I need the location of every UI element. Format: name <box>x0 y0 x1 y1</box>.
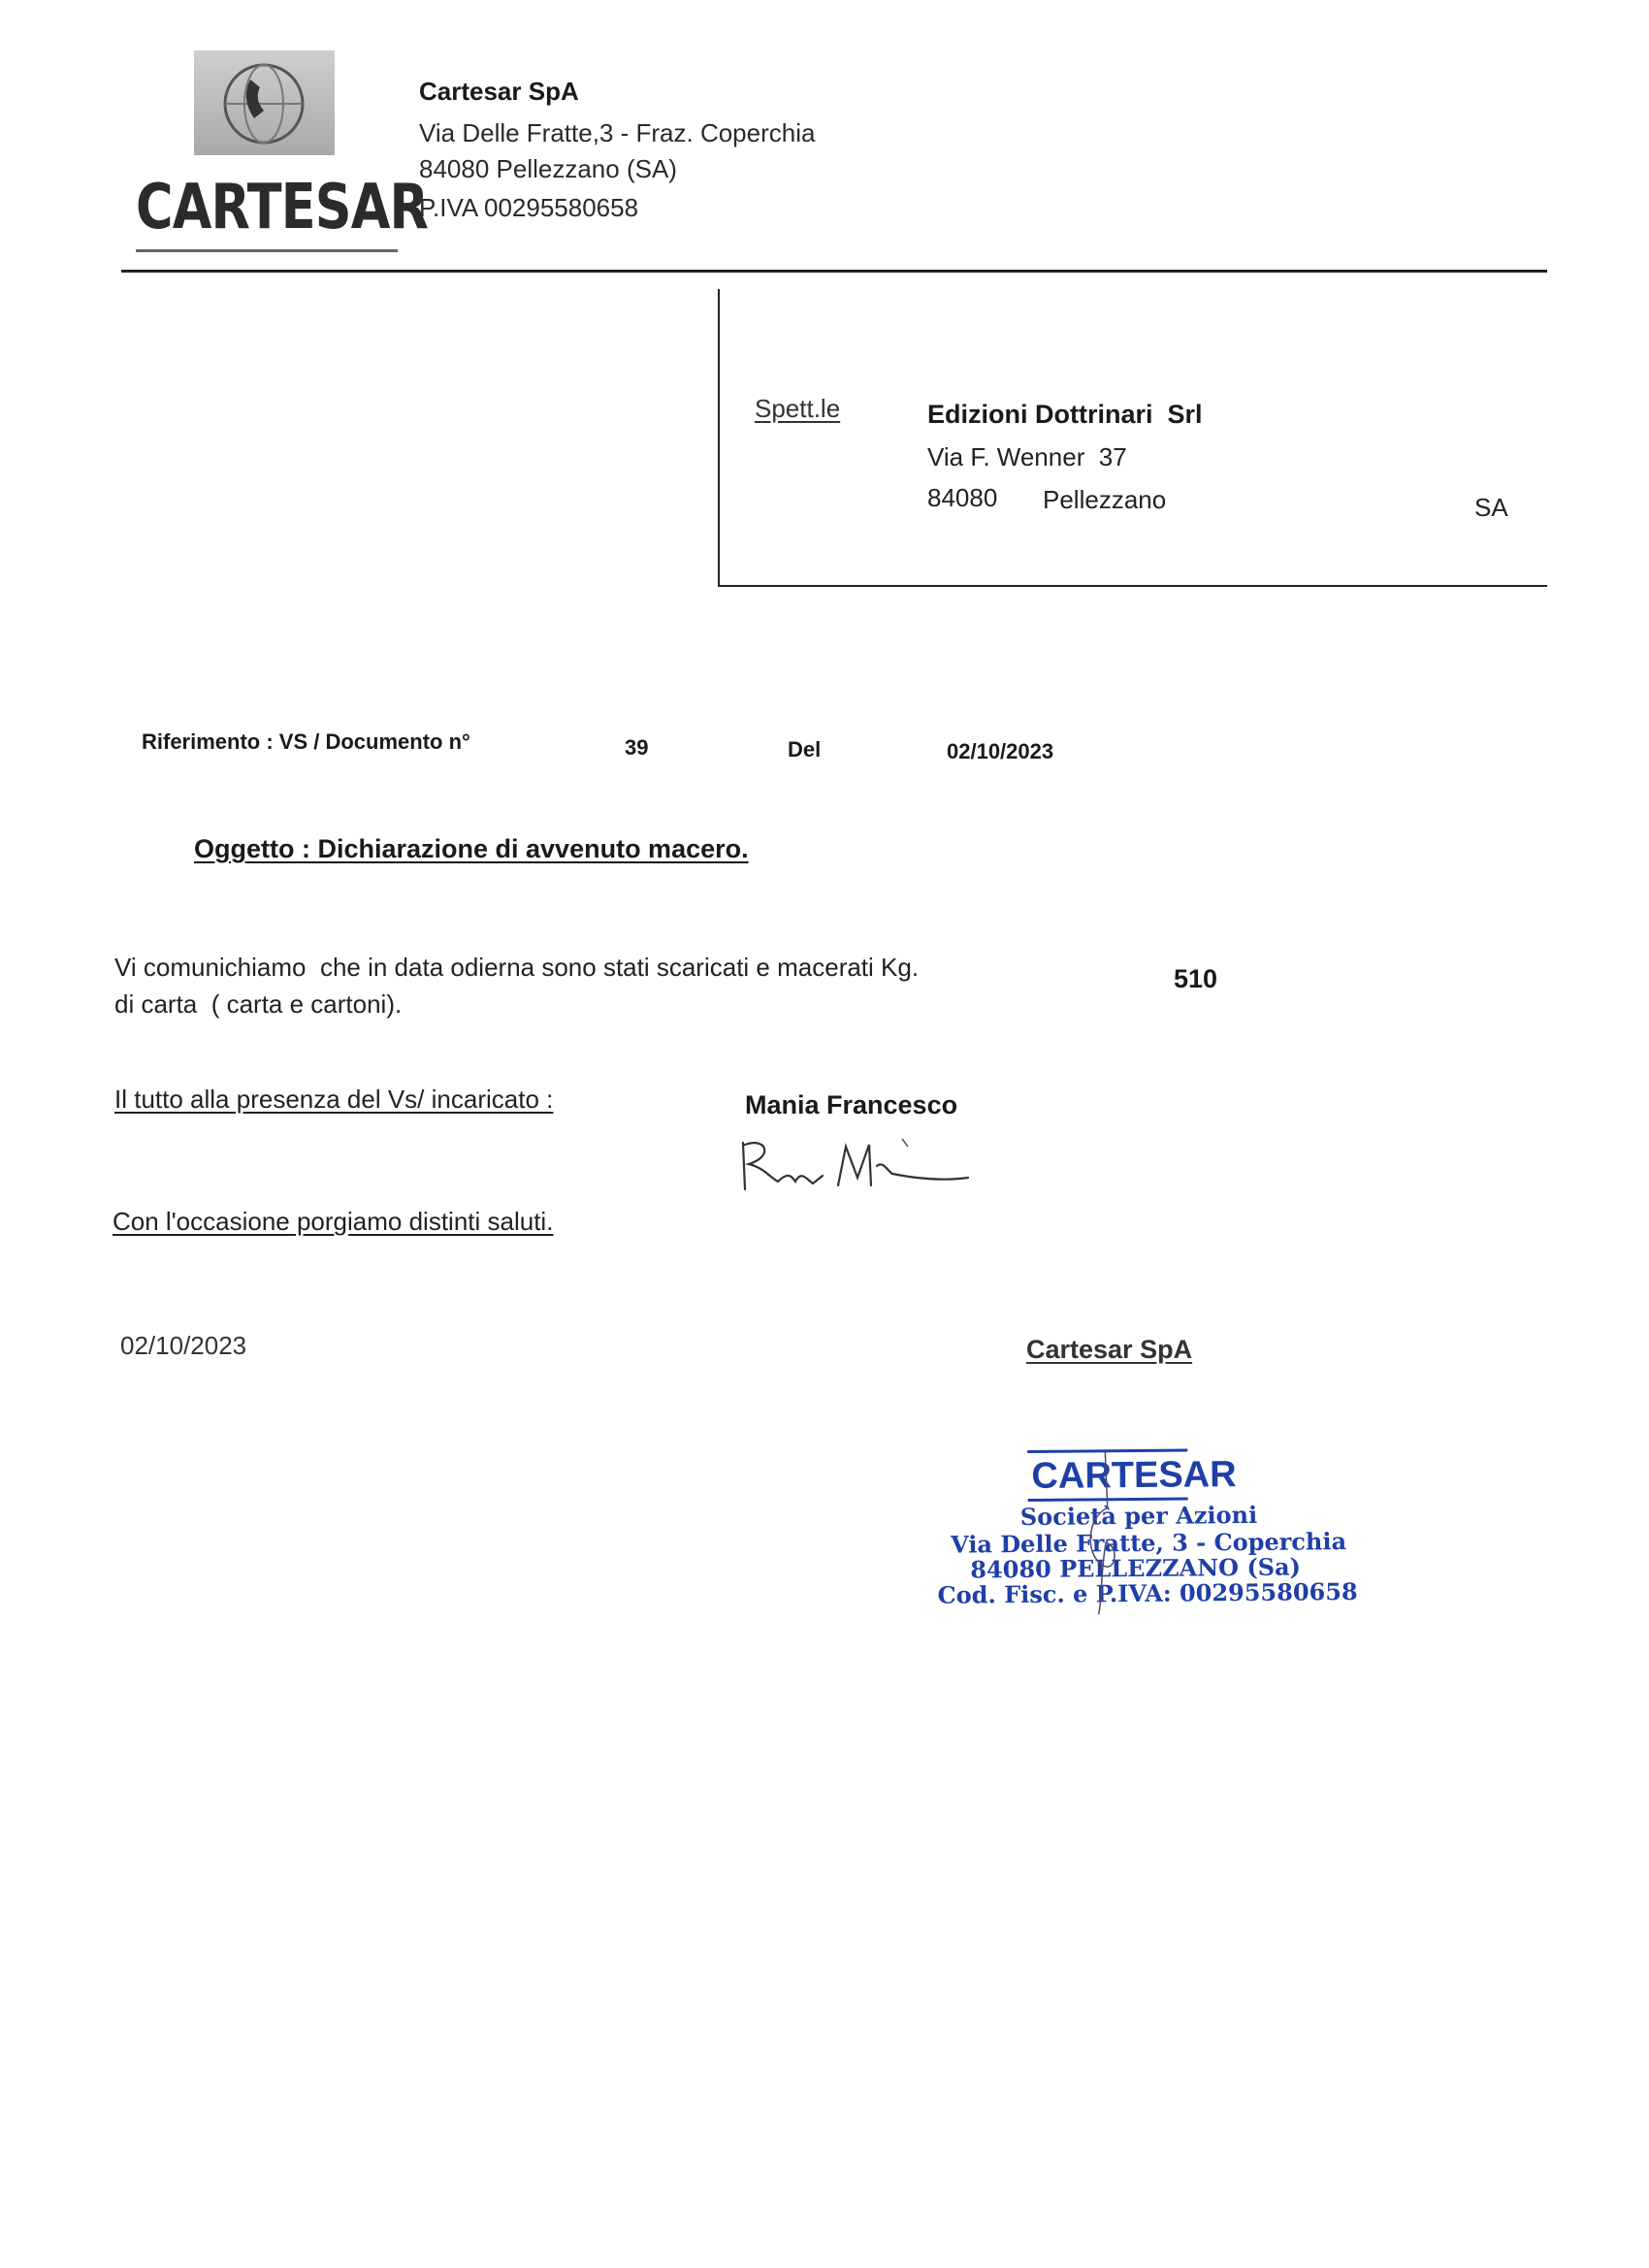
recipient-zip: 84080 <box>927 483 998 512</box>
sender-address-line1: Via Delle Fratte,3 - Fraz. Coperchia <box>419 118 816 147</box>
representative-name: Mania Francesco <box>745 1090 958 1119</box>
stamp-line2: Via Delle Fratte, 3 - Coperchia <box>950 1527 1347 1559</box>
logo-emblem <box>194 50 335 155</box>
body-line2: di carta ( carta e cartoni). <box>114 989 403 1019</box>
company-logo <box>136 50 429 254</box>
recipient-province: SA <box>1474 493 1508 522</box>
footer-company-signature: Cartesar SpA <box>1026 1335 1193 1364</box>
handwritten-signature <box>737 1133 980 1201</box>
body-line1: Vi comunichiamo che in data odierna sono stati scaricati e macerati Kg. <box>114 953 920 982</box>
stamp-title: CARTESAR <box>1031 1454 1237 1497</box>
recipient-city: Pellezzano <box>1043 485 1167 514</box>
reference-label: Riferimento : VS / Documento n° <box>142 729 470 754</box>
stamp-line3: 84080 PELLEZZANO (Sa) <box>970 1552 1302 1584</box>
stamp-line1: Società per Azioni <box>1019 1500 1258 1532</box>
stamp-signature-stroke <box>1076 1449 1135 1615</box>
recipient-street: Via F. Wenner 37 <box>927 442 1127 471</box>
reference-date: 02/10/2023 <box>947 739 1054 763</box>
phone-globe-icon <box>194 50 335 155</box>
stamp-line4: Cod. Fisc. e P.IVA: 00295580658 <box>937 1576 1358 1609</box>
recipient-box-left-border <box>718 289 720 586</box>
recipient-label: Spett.le <box>755 394 841 423</box>
presence-text: Il tutto alla presenza del Vs/ incaricato : <box>114 1085 554 1114</box>
recipient-box-bottom-border <box>718 585 1547 587</box>
weight-value: 510 <box>1174 964 1218 993</box>
footer-date: 02/10/2023 <box>120 1331 247 1360</box>
recipient-name: Edizioni Dottrinari Srl <box>927 400 1203 429</box>
header-divider <box>121 270 1547 273</box>
company-stamp <box>930 1447 1358 1626</box>
logo-wordmark: CARTESAR <box>136 172 429 243</box>
subject-line: Oggetto : Dichiarazione di avvenuto macero. <box>194 834 749 863</box>
reference-del-label: Del <box>788 737 822 761</box>
sender-name: Cartesar SpA <box>419 77 579 106</box>
sender-vat: P.IVA 00295580658 <box>419 193 639 222</box>
logo-underline <box>136 249 398 252</box>
closing-text: Con l'occasione porgiamo distinti saluti. <box>113 1207 554 1236</box>
reference-number: 39 <box>625 735 649 760</box>
sender-address-line2: 84080 Pellezzano (SA) <box>419 154 677 183</box>
